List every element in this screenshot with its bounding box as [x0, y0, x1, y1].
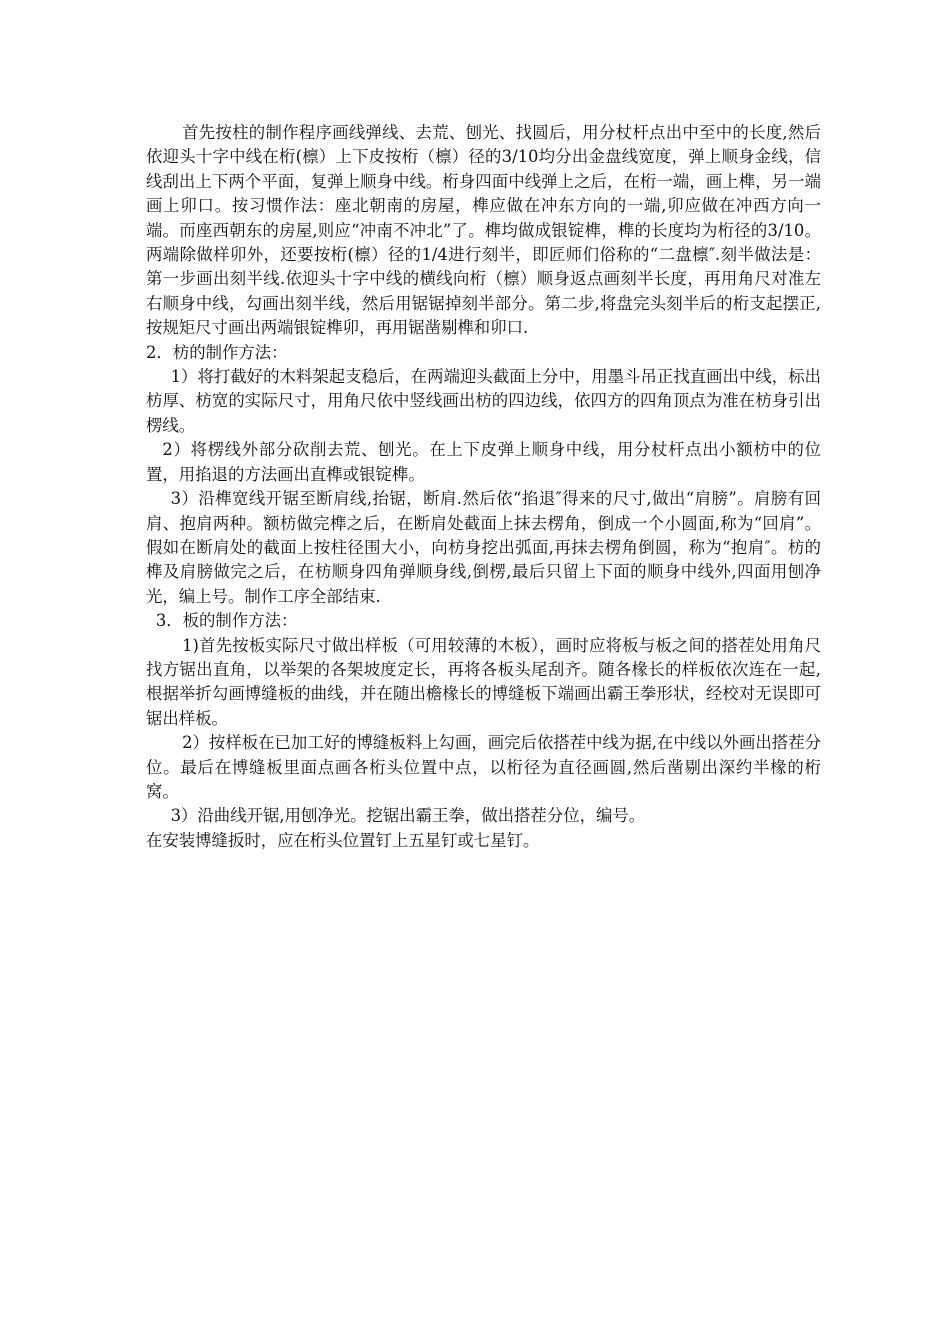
- paragraph-fang-step-3: 3）沿榫宽线开锯至断肩线,抬锯，断肩.然后依“掐退″得来的尺寸,做出“肩膀”。肩膀有回肩、抱肩两种。额枋做完榫之后，在断肩处截面上抹去楞角，倒成一个小圆面,称为“回肩”。假如在断肩处的截面上按柱径围大小，向枋身挖出弧面,再抹去楞角倒圆，称为“抱肩″。枋的榫及肩膀做完之后，在枋顺身四角弹顺身线,倒楞,最后只留上下面的顺身中线外,四面用刨净光，编上号。制作工序全部结束.: [146, 489, 821, 606]
- paragraph-fang-step-1: 1）将打截好的木料架起支稳后，在两端迎头截面上分中，用墨斗吊正找直画出中线，标出枋厚、枋宽的实际尺寸，用角尺依中竖线画出枋的四边线，依四方的四角顶点为准在枋身引出楞线。: [146, 367, 821, 435]
- paragraph-installation-note: 在安装博缝扳时，应在桁头位置钉上五星钉或七星钉。: [146, 830, 540, 850]
- paragraph-board-step-2: 2）按样板在已加工好的博缝板料上勾画，画完后依搭茬中线为据,在中线以外画出搭茬分位。最后在博缝板里面点画各桁头位置中点，以桁径为直径画圆,然后凿剔出深约半椽的桁窝。: [146, 733, 821, 801]
- paragraph-board-step-1: 1)首先按板实际尺寸做出样板（可用较薄的木板），画时应将板与板之间的搭茬处用角尺找方锯出直角，以举架的各架坡度定长，再将各板头尾刮齐。随各椽长的样板依次连在一起,根据举折勾画博缝板的曲线，并在随出檐椽长的博缝板下端画出霸王拳形状，经校对无误即可锯出样板。: [146, 635, 821, 728]
- paragraph-board-step-3: 3）沿曲线开锯,用刨净光。挖锯出霸王拳，做出搭茬分位，编号。: [170, 806, 646, 826]
- paragraph-purlin-method: 首先按柱的制作程序画线弹线、去荒、刨光、找圆后，用分杖杆点出中至中的长度,然后依迎头十字中线在桁(檩）上下皮按桁（檩）径的3/10均分出金盘线宽度，弹上顺身金线，信线刮出上下两个平面，复弹上顺身中线。桁身四面中线弹上之后，在桁一端，画上榫，另一端画上卯口。按习惯作法：座北朝南的房屋，榫应做在冲东方向的一端,卯应做在冲西方向一端。而座西朝东的房屋,则应“冲南不冲北”了。榫均做成银锭榫，榫的长度均为桁径的3/10。两端除做样卯外，还要按桁(檩）径的1/4进行刻半，即匠师们俗称的“二盘檩″.刻半做法是：第一步画出刻半线.依迎头十字中线的横线向桁（檩）顺身返点画刻半长度，再用角尺对准左右顺身中线，勾画出刻半线，然后用锯锯掉刻半部分。第二步,将盘完头刻半后的桁支起摆正,按规矩尺寸画出两端银锭榫卯，再用锯凿剔榫和卯口.: [146, 123, 821, 338]
- paragraph-fang-step-2: 2）将楞线外部分砍削去荒、刨光。在上下皮弹上顺身中线，用分杖杆点出小额枋中的位置，用掐退的方法画出直榫或银锭榫。: [146, 440, 821, 484]
- heading-board-method: 3．板的制作方法：: [155, 611, 298, 631]
- document-body: [146, 121, 821, 853]
- heading-fang-method: 2．枋的制作方法：: [146, 342, 288, 362]
